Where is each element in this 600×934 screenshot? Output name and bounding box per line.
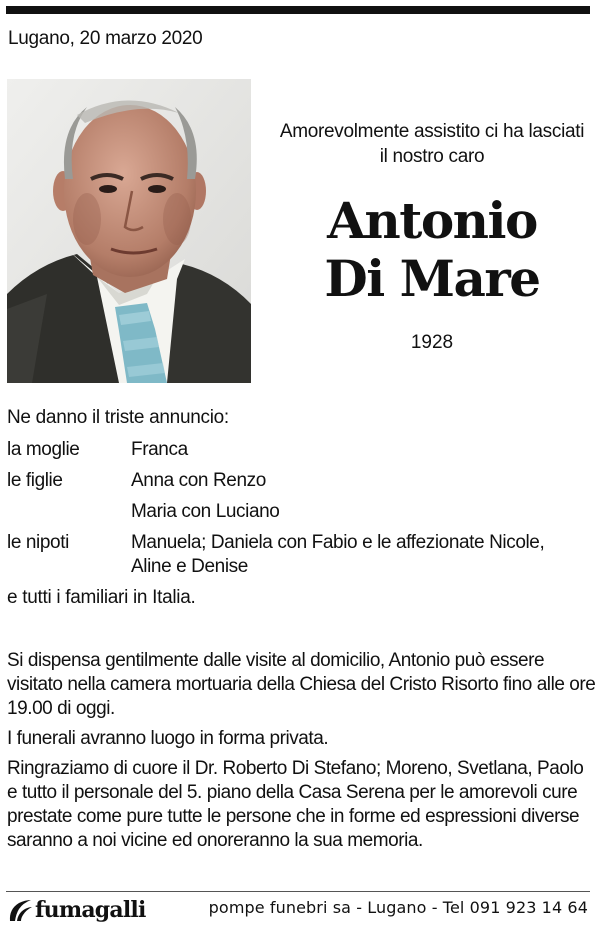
intro-line-2: il nostro caro bbox=[379, 146, 485, 167]
family-row-wife bbox=[7, 438, 597, 462]
flame-logo-icon bbox=[7, 897, 33, 923]
bottom-rule bbox=[6, 891, 590, 892]
announcement-title: Ne danno il triste annuncio: bbox=[7, 407, 229, 428]
family-member: Franca bbox=[131, 439, 188, 460]
family-member: Anna con Renzo bbox=[131, 470, 266, 491]
family-row-daughters bbox=[7, 469, 597, 524]
family-row-grandchildren bbox=[7, 531, 597, 579]
top-rule bbox=[6, 6, 590, 14]
deceased-name bbox=[262, 192, 600, 308]
family-relation: le figlie bbox=[7, 470, 63, 491]
deceased-last-name: Di Mare bbox=[324, 249, 540, 308]
family-relation: le nipoti bbox=[7, 532, 69, 553]
closing-line: e tutti i familiari in Italia. bbox=[7, 587, 196, 608]
family-member: Maria con Luciano bbox=[131, 501, 280, 522]
brand-name: fumagalli bbox=[35, 897, 146, 923]
family-member: Manuela; Daniela con Fabio e le affezionate Nicole, Aline e Denise bbox=[131, 532, 545, 577]
family-list bbox=[7, 438, 597, 586]
notice-body bbox=[7, 649, 597, 859]
intro-line-1: Amorevolmente assistito ci ha lasciati bbox=[279, 121, 585, 142]
birth-year: 1928 bbox=[410, 332, 454, 353]
intro-text bbox=[262, 119, 600, 169]
funeral-home-logo bbox=[7, 896, 146, 924]
visits-paragraph: Si dispensa gentilmente dalle visite al domicilio, Antonio può essere visitato nella camera mortuaria della Chiesa del Cristo Risorto fino alle ore 19.00 di oggi. bbox=[7, 650, 596, 719]
portrait-photo bbox=[7, 79, 251, 383]
family-relation: la moglie bbox=[7, 439, 80, 460]
place-date: Lugano, 20 marzo 2020 bbox=[8, 28, 203, 49]
footer-contact: pompe funebri sa - Lugano - Tel 091 923 14 64 bbox=[208, 898, 588, 917]
deceased-first-name: Antonio bbox=[327, 191, 537, 250]
thanks-paragraph: Ringraziamo di cuore il Dr. Roberto Di Stefano; Moreno, Svetlana, Paolo e tutto il personale del 5. piano della Casa Serena per le amorevoli cure prestate come pure tutte le persone che in forme ed espressioni diverse saranno a noi vicine ed onoreranno la sua memoria. bbox=[7, 758, 584, 851]
funeral-paragraph: I funerali avranno luogo in forma privata. bbox=[7, 728, 329, 749]
